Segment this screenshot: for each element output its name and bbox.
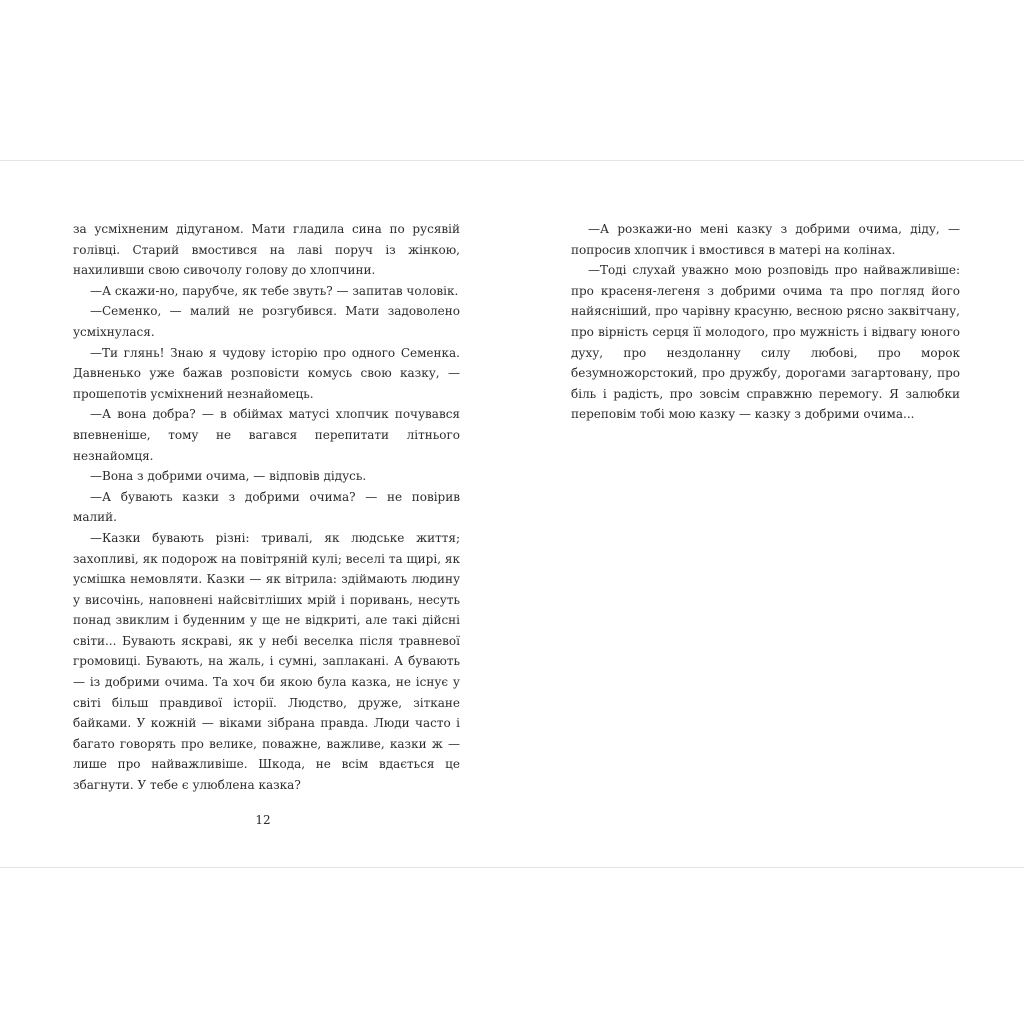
paragraph: —А бувають казки з добрими очима? — не повірив малий. <box>73 489 460 525</box>
page-number: 12 <box>255 813 271 827</box>
book-spread <box>0 160 1024 868</box>
paragraph: за усміхненим дідуганом. Мати гладила сина по русявій голівці. Старий вмостився на лаві поруч із жінкою, нахиливши свою сивочолу голову до хлопчини. <box>73 222 460 278</box>
paragraph: —Казки бувають різні: тривалі, як людське життя; захопливі, як подорож на повітряній кулі; веселі та щирі, як усмішка немовляти. Казки — як вітрила: здіймають людину у височінь, наповнені найсвітліших мрій і поривань, несуть понад звиклим і буденним у ще не відкриті, але такі дійсні світи... Бувають яскраві, як у небі веселка після травневої громовиці. Бувають, на жаль, і сумні, заплакані. А бувають — із добрими очима. Та хоч би якою була казка, не існує у світі більш правдивої історії. Людство, друже, зіткане байками. У кожній — віками зібрана правда. Люди часто і багато говорять про велике, поважне, важливе, казки ж — лише про найважливіше. Шкода, не всім вдається це збагнути. У тебе є улюблена казка? <box>73 530 460 793</box>
paragraph: —А вона добра? — в обіймах матусі хлопчик почувався впевненіше, тому не вагався перепитати літнього незнайомця. <box>73 407 460 463</box>
paragraph: —Ти глянь! Знаю я чудову історію про одного Семенка. Давненько уже бажав розповісти комусь свою казку, — прошепотів усміхнений незнайомець. <box>73 345 460 401</box>
paragraph: —Вона з добрими очима, — відповів дідусь. <box>90 469 367 484</box>
paragraph: —А розкажи-но мені казку з добрими очима, діду, — попросив хлопчик і вмостився в матері на колінах. <box>571 222 960 257</box>
paragraph: —Семенко, — малий не розгубився. Мати задоволено усміхнулася. <box>73 304 460 339</box>
left-page-text <box>73 219 460 796</box>
paragraph: —Тоді слухай уважно мою розповідь про найважливіше: про красеня-легеня з добрими очима та про погляд його найясніший, про чарівну красуню, весною рясно заквітчану, про вірність серця її молодого, про мужність і відвагу юного духу, про нездоланну силу любові, про морок безумножорстокий, про дружбу, дорогами загартовану, про біль і радість, про зовсім справжню перемогу. Я залюбки переповім тобі мою казку — казку з добрими очима... <box>571 263 960 422</box>
right-page-text <box>571 219 960 425</box>
paragraph: —А скажи-но, парубче, як тебе звуть? — запитав чоловік. <box>90 283 459 298</box>
